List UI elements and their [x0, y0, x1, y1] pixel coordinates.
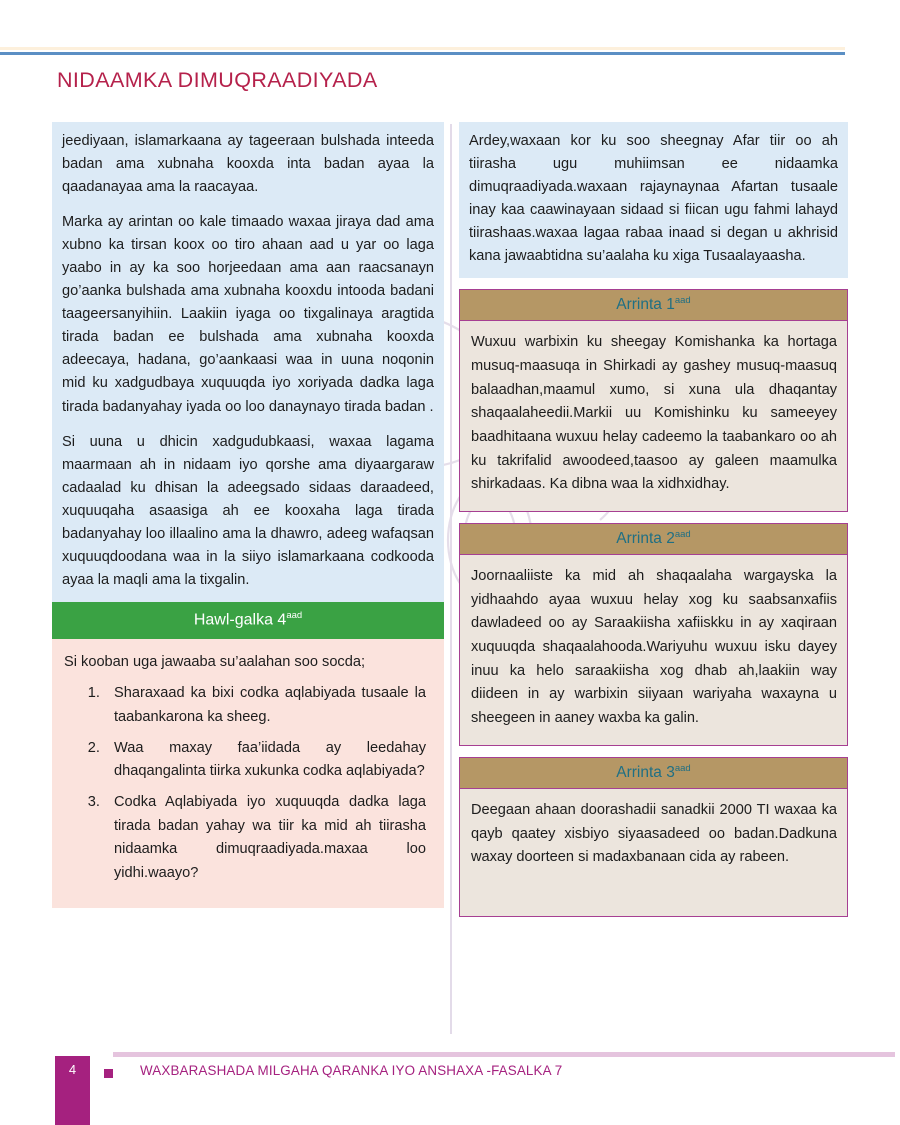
footer-title: WAXBARASHADA MILGAHA QARANKA IYO ANSHAXA -FASALKA 7	[140, 1063, 563, 1078]
case-card-1-header	[460, 290, 847, 321]
case-card-3-header	[460, 758, 847, 789]
footer-rule	[113, 1052, 895, 1057]
case-card-2	[459, 523, 848, 746]
case-card-2-header	[460, 524, 847, 555]
activity-lead: Si kooban uga jawaaba su’aalahan soo socda;	[64, 653, 366, 670]
case-card-2-body	[460, 555, 847, 744]
page-title: NIDAAMKA DIMUQRAADIYADA	[57, 68, 378, 92]
top-rule-blue	[0, 52, 845, 55]
case-card-1	[459, 289, 848, 512]
right-column	[459, 122, 848, 917]
column-divider	[450, 124, 452, 1034]
paragraph: Marka ay arintan oo kale timaado waxaa jiraya dad ama xubno ka tirsan koox oo tiro ahaan aad u yar oo laga yaabo in ay ka soo horjeedaan ama aan raacsanayn go’aanka bulshada ama xubnaha kooxdu intooda badani taageersanyihiin. Laakiin iyaga oo tixgalinaya aragtida tirada badan ee bulshada ama xubnaha kooxda adeecaya, hadana, go’aankaasi waa in uuna noqonin mid ku xadgudbaya xuquuqda iyo xoriyada dadka laga tirada badanyahay iyada oo loo danaynayo tirada badan .	[62, 214, 434, 415]
right-intro-block	[459, 122, 848, 278]
case-card-2-header-suffix: aad	[674, 528, 691, 540]
activity-body	[52, 639, 444, 908]
case-card-3	[459, 757, 848, 917]
paragraph: Deegaan ahaan doorashadii sanadkii 2000 TI waxaa ka qayb qaatey xisbiyo siyaasadeed oo badan.Dadkuna waxay doorteen si madaxbanaan cida ay rabeen.	[471, 801, 837, 866]
activity-header	[52, 602, 444, 639]
top-rule-cream	[0, 47, 845, 50]
case-card-3-header-suffix: aad	[674, 762, 691, 774]
paragraph: Ardey,waxaan kor ku soo sheegnay Afar tiir oo ah tiirasha ugu muhiimsan ee nidaamka dimuqraadiyada.waxaan rajaynaynaa Afartan tusaale inay kaa caawinayaan sidaad si fiican ugu fahmi lahayd tiirashaas.waxaa lagaa rabaa inaad si degan u akhrisid kana jawaabtidna su’aalaha ku xiga Tusaalayaasha.	[469, 133, 838, 265]
list-item: 3. Codka Aqlabiyada iyo xuquuqda dadka laga tirada badan yahay wa tiir ka mid ah tiirasha nidaamka dimuqraadiyada.maxaa loo yidhi.waayo?	[104, 791, 426, 886]
case-card-3-body	[460, 789, 847, 884]
case-card-1-body	[460, 321, 847, 510]
list-item: 2. Waa maxay faa’iidada ay leedahay dhaqangalinta tiirka xukunka codka aqlabiyada?	[104, 737, 426, 784]
paragraph: Si uuna u dhicin xadgudubkaasi, waxaa lagama maarmaan ah in nidaam iyo qorshe ama diyaargaraw cadaalad ku dhisan la adeegsado sidaas daraadeed, xuquuqaha asaasiga ah ee kooxaha laga tirada badanyahay loo illaalino ama la dhawro, adeeg wafaqsan xuquuqdoodana waa in la siiyo islamarkaana codkooda ayaa la maqli ama la tixgalin.	[62, 433, 434, 588]
activity-header-label: Hawl-galka 4	[193, 611, 287, 629]
case-card-1-header-suffix: aad	[674, 295, 691, 307]
paragraph: Joornaaliiste ka mid ah shaqaalaha wargayska la yidhaahdo ayaa wuxuu helay xog ku saabsanxafiis dawladeed oo ay Saraakiisha xafiiskku in ay xaqiraan xuquuqda shaqaalahooda.Wariyuhu wuxuu isku dayey inuu ka helo saraakiisha xog dhab ah,laakiin way diideen in ay warbixin siiyaan wariyaha waxayna u sheegeen in aaney waxba ka galin.	[471, 568, 837, 727]
paragraph: jeediyaan, islamarkaana ay tageeraan bulshada inteeda badan ama xubnaha kooxda inta badan ayaa la qaadanayaa ama la raacayaa.	[62, 133, 434, 196]
paragraph: Wuxuu warbixin ku sheegay Komishanka ka hortaga musuq-maasuqa in Shirkadi ay gashey musuq-maasuq balaadhan,maamul xumo, si xuna ula dhaqantay shaqaalaheedii.Markii uu Komishinku ku sameeyey baadhitaana wuxuu helay cadeemo la taabankaro oo ah ku takrifalid awoodeed,taasoo ay galeen maamulka shirkadaas. Ka dibna waa la xidhxidhay.	[471, 334, 837, 493]
footer-bullet-icon	[104, 1069, 113, 1078]
list-item: 1. Sharaxaad ka bixi codka aqlabiyada tusaale la taabankarona ka sheeg.	[104, 682, 426, 729]
activity-question-list	[64, 682, 430, 885]
case-card-3-header-label: Arrinta 3	[616, 763, 675, 781]
page-number: 4	[68, 1062, 77, 1077]
left-intro-block	[52, 122, 444, 602]
left-column	[52, 122, 444, 908]
case-card-2-header-label: Arrinta 2	[616, 530, 675, 548]
activity-header-suffix: aad	[286, 609, 303, 621]
case-card-1-header-label: Arrinta 1	[616, 296, 675, 314]
